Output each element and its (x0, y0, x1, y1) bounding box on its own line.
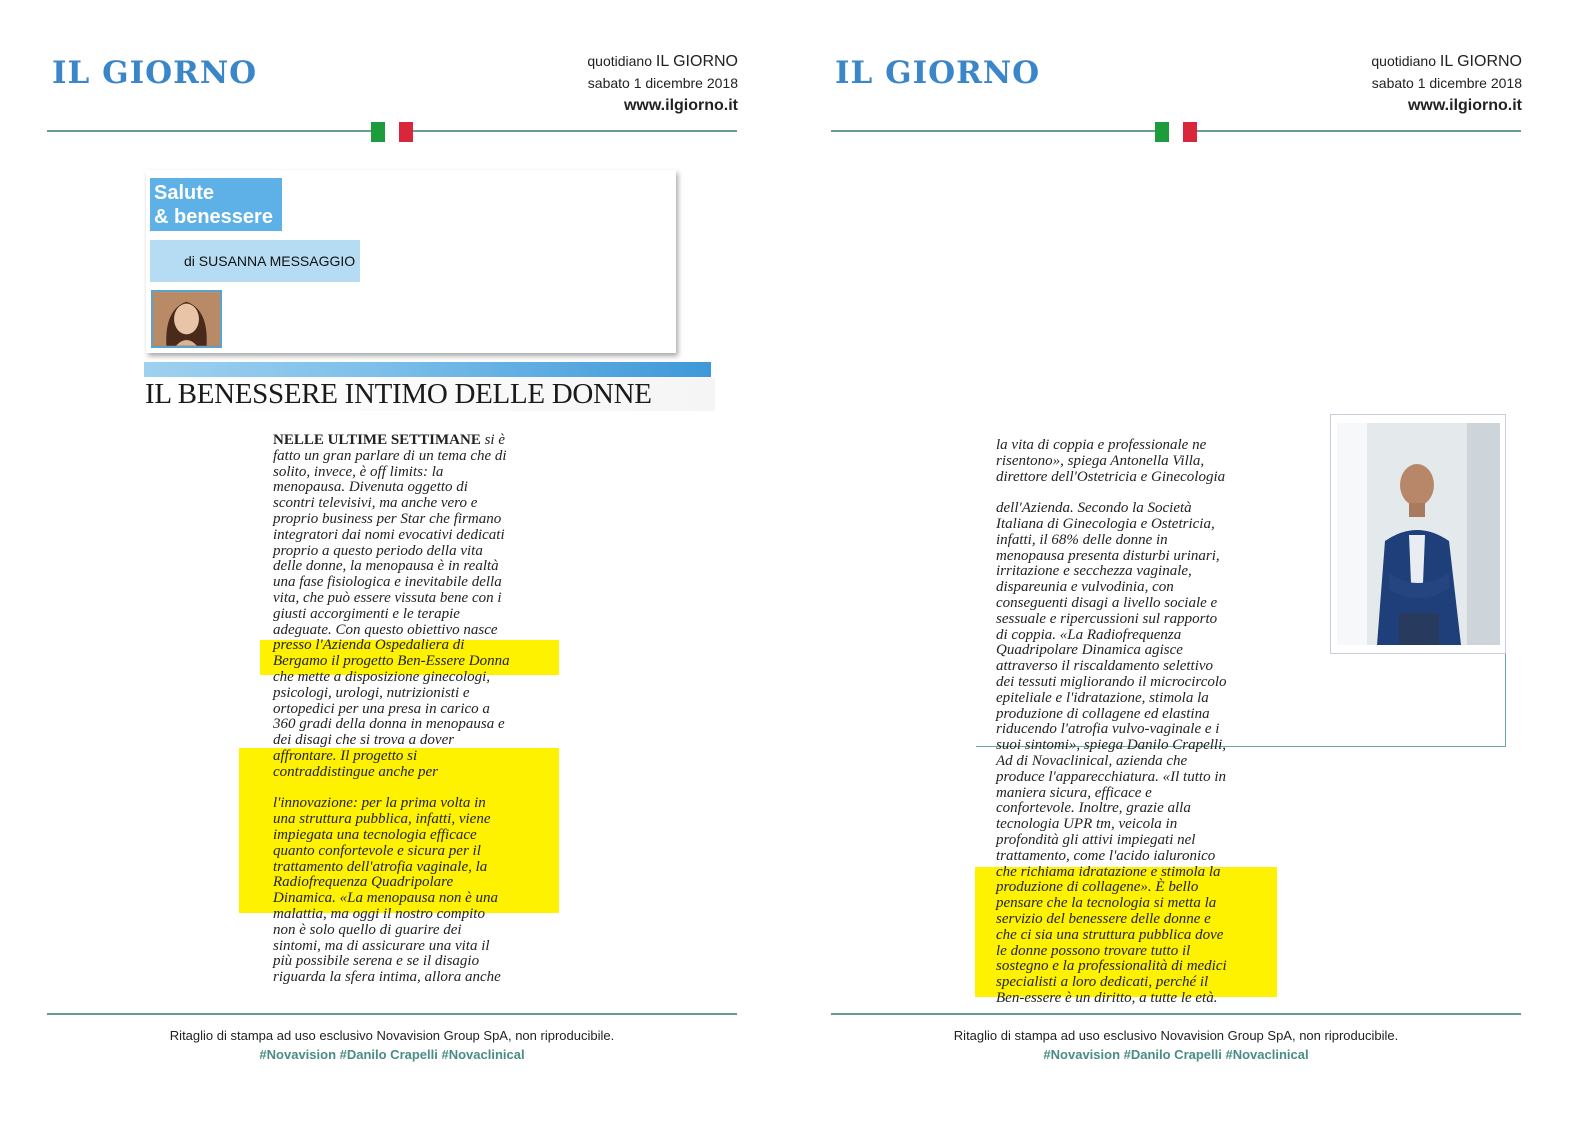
article-line-text: produce l'apparecchiatura. «Il tutto in (996, 768, 1226, 785)
newspaper-logo: IL GIORNO (835, 55, 1041, 91)
article-line (273, 607, 510, 623)
article-line (273, 954, 510, 970)
italian-flag-icon (371, 122, 413, 142)
article-line-text: psicologi, urologi, nutrizionisti e (273, 684, 470, 701)
article-line (273, 765, 510, 781)
article-line (996, 801, 1227, 817)
article-line (996, 628, 1227, 644)
article-line-text: menopausa. Divenuta oggetto di (273, 479, 468, 496)
article-line (996, 485, 1227, 501)
article-line (273, 875, 510, 891)
article-line-text: vita, che può essere vissuta bene con i (273, 589, 502, 606)
badge-line-1: Salute (154, 182, 215, 204)
article-line (273, 907, 510, 923)
article-line-text: una fase fisiologica e inevitabile della (273, 574, 502, 591)
article-line-text: Italiana di Ginecologia e Ostetricia, (996, 515, 1215, 532)
article-line-text: adeguate. Con questo obiettivo nasce (273, 621, 498, 638)
article-column-right (996, 438, 1227, 1007)
article-line (996, 880, 1227, 896)
article-line-text: dei disagi che si trova a dover (273, 732, 455, 749)
article-line-text: delle donne, la menopausa è in realtà (273, 558, 499, 575)
paper-name: IL GIORNO (1439, 53, 1522, 70)
article-line (273, 860, 510, 876)
article-line (996, 691, 1227, 707)
article-line-text: giusti accorgimenti e le terapie (273, 605, 460, 622)
article-line-text: risentono», spiega Antonella Villa, (996, 452, 1205, 469)
article-line-text: pensare che la tecnologia si metta la (996, 895, 1217, 912)
article-line (273, 891, 510, 907)
article-line (996, 770, 1227, 786)
article-line-text: suoi sintomi», spiega Danilo Crapelli, (996, 737, 1227, 754)
article-line (273, 939, 510, 955)
section-badge (150, 178, 282, 231)
article-line-text: ortopedici per una presa in carico a (273, 700, 490, 717)
article-line (996, 454, 1227, 470)
article-line (996, 912, 1227, 928)
article-line (273, 670, 510, 686)
article-line (273, 733, 510, 749)
article-line (996, 707, 1227, 723)
footer (47, 1026, 737, 1064)
paper-name: IL GIORNO (655, 53, 738, 70)
author-photo (151, 290, 222, 348)
article-line (273, 480, 510, 496)
article-line (273, 686, 510, 702)
article-line (996, 975, 1227, 991)
article-line (996, 786, 1227, 802)
article-line-text: trattamento dell'atrofia vaginale, la (273, 858, 488, 875)
headline-bar (144, 362, 711, 377)
publication-info (1222, 50, 1522, 119)
article-line (996, 659, 1227, 675)
website-link[interactable]: www.ilgiorno.it (1407, 97, 1522, 114)
article-line (996, 722, 1227, 738)
article-line (273, 923, 510, 939)
column-card (146, 170, 676, 353)
footer-tags: #Novavision #Danilo Crapelli #Novaclinical (1043, 1047, 1309, 1062)
article-line-text: che mette a disposizione ginecologi, (273, 668, 491, 685)
article-line-text: le donne possono trovare tutto il (996, 942, 1191, 959)
page-left (0, 0, 793, 1123)
article-line-text: Bergamo il progetto Ben-Essere Donna (273, 653, 510, 670)
publication-date: sabato 1 dicembre 2018 (587, 75, 738, 91)
article-line (273, 844, 510, 860)
article-line-text: si è (480, 432, 506, 448)
article-line-text: specialisti a loro dedicati, perché il (996, 974, 1209, 991)
article-line-text: servizio del benessere delle donne e (996, 910, 1211, 927)
article-line (273, 781, 510, 797)
article-line-text: che richiama idratazione e stimola la (996, 863, 1221, 880)
article-line (996, 643, 1227, 659)
article-lead: NELLE ULTIME SETTIMANE (273, 432, 481, 448)
article-line (996, 928, 1227, 944)
footer (831, 1026, 1521, 1064)
article-line-text: maniera sicura, efficace e (996, 784, 1152, 801)
article-line (996, 501, 1227, 517)
article-line (273, 654, 510, 670)
footer-rule (47, 1013, 737, 1015)
article-line-text: contraddistingue anche per (273, 763, 438, 780)
newspaper-logo: IL GIORNO (52, 55, 258, 91)
article-line (996, 959, 1227, 975)
article-line (273, 970, 510, 986)
article-line-text: quanto confortevole e sicura per il (273, 842, 481, 859)
article-line-text: più possibile serena e se il disagio (273, 953, 480, 970)
paper-prefix: quotidiano (1371, 53, 1437, 69)
author-byline: di SUSANNA MESSAGGIO (150, 240, 360, 282)
article-line (996, 549, 1227, 565)
publication-info (438, 50, 738, 119)
article-line (996, 817, 1227, 833)
article-line-text: irritazione e secchezza vaginale, (996, 563, 1192, 580)
italian-flag-icon (1155, 122, 1197, 142)
article-line (996, 580, 1227, 596)
footer-notice: Ritaglio di stampa ad uso esclusivo Novavision Group SpA, non riproducibile. (953, 1028, 1399, 1043)
article-line-text: presso l'Azienda Ospedaliera di (273, 637, 465, 654)
article-line-text: profondità gli attivi impiegati nel (996, 831, 1196, 848)
article-line (273, 796, 510, 812)
article-line (996, 612, 1227, 628)
article-line-text: riducendo l'atrofia vulvo-vaginale e i (996, 721, 1220, 738)
article-line (273, 559, 510, 575)
article-line (273, 544, 510, 560)
article-line-text: una struttura pubblica, infatti, viene (273, 811, 491, 828)
article-line-text: l'innovazione: per la prima volta in (273, 795, 486, 812)
badge-line-2: & benessere (154, 206, 273, 228)
article-line-text: la vita di coppia e professionale ne (996, 437, 1207, 453)
website-link[interactable]: www.ilgiorno.it (623, 97, 738, 114)
article-line-text: di coppia. «La Radiofrequenza (996, 626, 1182, 643)
article-line (996, 470, 1227, 486)
article-line (273, 575, 510, 591)
article-line-text: scontri televisivi, ma anche vero e (273, 495, 478, 512)
article-line (273, 512, 510, 528)
article-line (273, 623, 510, 639)
article-line (273, 749, 510, 765)
article-line (996, 754, 1227, 770)
article-line-text: confortevole. Inoltre, grazie alla (996, 800, 1191, 817)
article-line (273, 828, 510, 844)
article-line (996, 849, 1227, 865)
article-line (273, 496, 510, 512)
article-line-text: che ci sia una struttura pubblica dove (996, 926, 1224, 943)
article-line-text: 360 gradi della donna in menopausa e (273, 716, 505, 733)
article-line (273, 433, 510, 449)
publication-date: sabato 1 dicembre 2018 (1371, 75, 1522, 91)
article-line (273, 717, 510, 733)
article-line-text: dispareunia e vulvodinia, con (996, 579, 1174, 596)
article-line-text: direttore dell'Ostetricia e Ginecologia (996, 468, 1226, 485)
article-line (273, 702, 510, 718)
article-line-text: menopausa presenta disturbi urinari, (996, 547, 1220, 564)
article-line-text: affrontare. Il progetto si (273, 747, 418, 764)
article-line-text: produzione di collagene». È bello (996, 879, 1199, 896)
article-line (996, 533, 1227, 549)
footer-rule (831, 1013, 1521, 1015)
article-line-text: Radiofrequenza Quadripolare (273, 874, 454, 891)
article-line-text: dei tessuti migliorando il microcircolo (996, 673, 1227, 690)
article-line-text: Quadripolare Dinamica agisce (996, 642, 1183, 659)
article-line-text: epiteliale e l'idratazione, stimola la (996, 689, 1209, 706)
article-line (273, 449, 510, 465)
article-line-text: infatti, il 68% delle donne in (996, 531, 1168, 548)
subject-photo (1330, 414, 1506, 654)
article-line (996, 896, 1227, 912)
article-line (273, 528, 510, 544)
article-line-text: proprio a questo periodo della vita (273, 542, 483, 559)
article-line-text: tecnologia UPR tm, veicola in (996, 816, 1178, 833)
article-line-text: integratori dai nomi evocativi dedicati (273, 526, 505, 543)
article-line-text: trattamento, come l'acido ialuronico (996, 847, 1216, 864)
article-line (996, 738, 1227, 754)
article-line-text: sintomi, ma di assicurare una vita il (273, 937, 490, 954)
article-line (273, 465, 510, 481)
article-line-text: non è solo quello di guarire dei (273, 921, 462, 938)
footer-notice: Ritaglio di stampa ad uso esclusivo Novavision Group SpA, non riproducibile. (169, 1028, 615, 1043)
article-line-text: sessuale e ripercussioni sul rapporto (996, 610, 1218, 627)
footer-tags: #Novavision #Danilo Crapelli #Novaclinical (259, 1047, 525, 1062)
article-line (996, 944, 1227, 960)
article-line (996, 675, 1227, 691)
article-line-text: Ben-essere è un diritto, a tutte le età. (996, 989, 1218, 1006)
article-line-text: riguarda la sfera intima, allora anche (273, 969, 501, 986)
article-line (996, 596, 1227, 612)
article-line (996, 564, 1227, 580)
paper-prefix: quotidiano (587, 53, 653, 69)
article-line-text: Dinamica. «La menopausa non è una (273, 890, 498, 907)
article-line (996, 438, 1227, 454)
article-headline: IL BENESSERE INTIMO DELLE DONNE (145, 378, 715, 411)
article-line-text: conseguenti disagi a livello sociale e (996, 594, 1218, 611)
article-line (996, 991, 1227, 1007)
article-line (996, 865, 1227, 881)
article-line-text: Ad di Novaclinical, azienda che (996, 752, 1188, 769)
article-line (273, 638, 510, 654)
article-line-text: malattia, ma oggi il nostro compito (273, 905, 485, 922)
article-line (273, 591, 510, 607)
article-line (273, 812, 510, 828)
article-line-text: dell'Azienda. Secondo la Società (996, 500, 1192, 517)
article-line-text: sostegno e la professionalità di medici (996, 958, 1227, 975)
article-line-text: attraverso il riscaldamento selettivo (996, 658, 1214, 675)
page-right (793, 0, 1586, 1123)
article-line-text: produzione di collagene ed elastina (996, 705, 1210, 722)
article-line-text: fatto un gran parlare di un tema che di (273, 447, 507, 464)
article-line (996, 517, 1227, 533)
article-column-left (273, 433, 510, 986)
article-line-text: impiegata una tecnologia efficace (273, 826, 477, 843)
article-line-text: solito, invece, è off limits: la (273, 463, 444, 480)
article-line (996, 833, 1227, 849)
article-line-text: proprio business per Star che firmano (273, 510, 502, 527)
